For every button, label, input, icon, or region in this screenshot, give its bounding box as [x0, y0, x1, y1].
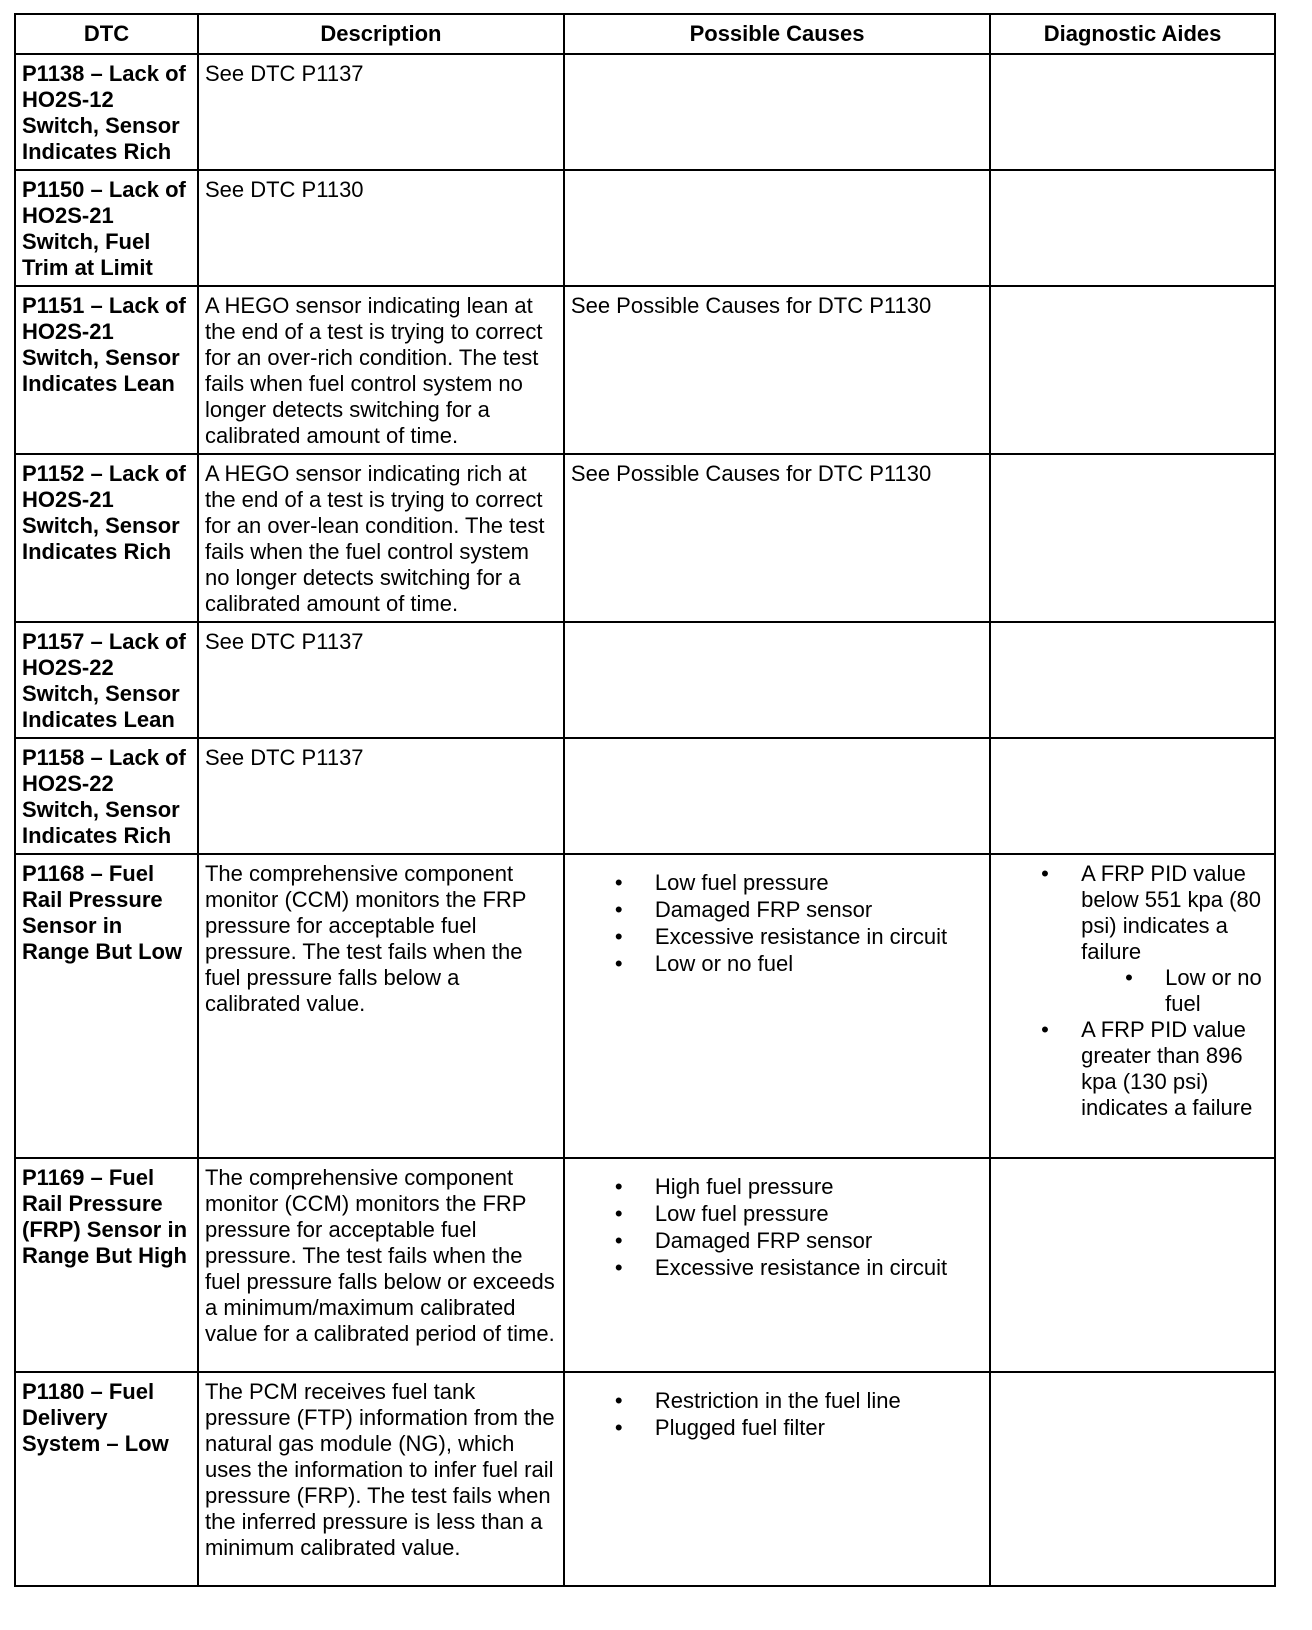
dtc-code-cell: P1158 – Lack of HO2S-22 Switch, Sensor Indicates Rich	[15, 738, 198, 854]
table-row	[15, 738, 1275, 854]
header-possible-causes: Possible Causes	[564, 14, 990, 54]
possible-causes-cell	[564, 1158, 990, 1372]
description-cell: See DTC P1137	[198, 622, 564, 738]
description-cell: A HEGO sensor indicating lean at the end of a test is trying to correct for an over-rich condition. The test fails when fuel control system no longer detects switching for a calibrated amount of time.	[198, 286, 564, 454]
possible-causes-cell	[564, 54, 990, 170]
possible-causes-cell: See Possible Causes for DTC P1130	[564, 454, 990, 622]
list-item: • Damaged FRP sensor	[571, 1227, 983, 1254]
description-cell: The comprehensive component monitor (CCM) monitors the FRP pressure for acceptable fuel pressure. The test fails when the fuel pressure falls below or exceeds a minimum/maximum calibrated value for a calibrated period of time.	[198, 1158, 564, 1372]
description-cell: See DTC P1130	[198, 170, 564, 286]
diagnostic-aides-cell	[990, 622, 1275, 738]
aides-sublist	[1081, 965, 1268, 1017]
list-item	[997, 861, 1268, 1017]
list-item: • Plugged fuel filter	[571, 1414, 983, 1441]
diagnostic-aides-cell	[990, 1158, 1275, 1372]
causes-list	[571, 869, 983, 977]
list-item: • Damaged FRP sensor	[571, 896, 983, 923]
dtc-code-cell: P1138 – Lack of HO2S-12 Switch, Sensor Indicates Rich	[15, 54, 198, 170]
table-row	[15, 286, 1275, 454]
dtc-code-cell: P1168 – Fuel Rail Pressure Sensor in Range But Low	[15, 854, 198, 1158]
table-row	[15, 54, 1275, 170]
description-cell: The PCM receives fuel tank pressure (FTP) information from the natural gas module (NG), which uses the information to infer fuel rail pressure (FRP). The test fails when the inferred pressure is less than a minimum calibrated value.	[198, 1372, 564, 1586]
possible-causes-cell: See Possible Causes for DTC P1130	[564, 286, 990, 454]
list-item: • Excessive resistance in circuit	[571, 923, 983, 950]
list-item: • Low or no fuel	[1081, 965, 1268, 1017]
diagnostic-aides-cell	[990, 170, 1275, 286]
diagnostic-aides-cell	[990, 738, 1275, 854]
table-row	[15, 454, 1275, 622]
list-item: • Restriction in the fuel line	[571, 1387, 983, 1414]
description-cell: The comprehensive component monitor (CCM) monitors the FRP pressure for acceptable fuel pressure. The test fails when the fuel pressure falls below a calibrated value.	[198, 854, 564, 1158]
causes-list	[571, 1387, 983, 1441]
header-dtc: DTC	[15, 14, 198, 54]
list-item: • Excessive resistance in circuit	[571, 1254, 983, 1281]
dtc-code-cell: P1169 – Fuel Rail Pressure (FRP) Sensor in Range But High	[15, 1158, 198, 1372]
table-row	[15, 854, 1275, 1158]
header-diagnostic-aides: Diagnostic Aides	[990, 14, 1275, 54]
dtc-code-cell: P1150 – Lack of HO2S-21 Switch, Fuel Trim at Limit	[15, 170, 198, 286]
table-row	[15, 170, 1275, 286]
diagnostic-aides-cell	[990, 854, 1275, 1158]
table-row	[15, 1158, 1275, 1372]
diagnostic-aides-cell	[990, 1372, 1275, 1586]
possible-causes-cell	[564, 738, 990, 854]
description-cell: See DTC P1137	[198, 54, 564, 170]
header-row	[15, 14, 1275, 54]
list-item: • Low fuel pressure	[571, 1200, 983, 1227]
list-item	[997, 1017, 1268, 1121]
possible-causes-cell	[564, 854, 990, 1158]
header-description: Description	[198, 14, 564, 54]
list-item: • Low or no fuel	[571, 950, 983, 977]
dtc-code-cell: P1151 – Lack of HO2S-21 Switch, Sensor Indicates Lean	[15, 286, 198, 454]
aides-list	[997, 861, 1268, 1121]
diagnostic-aides-cell	[990, 454, 1275, 622]
aide-text: A FRP PID value below 551 kpa (80 psi) indicates a failure	[1081, 861, 1261, 964]
dtc-code-cell: P1180 – Fuel Delivery System – Low	[15, 1372, 198, 1586]
dtc-table	[14, 13, 1276, 1587]
aide-text: A FRP PID value greater than 896 kpa (130 psi) indicates a failure	[1081, 1017, 1253, 1120]
table-row	[15, 1372, 1275, 1586]
list-item: • High fuel pressure	[571, 1173, 983, 1200]
list-item: • Low fuel pressure	[571, 869, 983, 896]
possible-causes-cell	[564, 1372, 990, 1586]
dtc-code-cell: P1152 – Lack of HO2S-21 Switch, Sensor Indicates Rich	[15, 454, 198, 622]
table-row	[15, 622, 1275, 738]
possible-causes-cell	[564, 170, 990, 286]
diagnostic-aides-cell	[990, 54, 1275, 170]
description-cell: A HEGO sensor indicating rich at the end of a test is trying to correct for an over-lean condition. The test fails when the fuel control system no longer detects switching for a calibrated amount of time.	[198, 454, 564, 622]
possible-causes-cell	[564, 622, 990, 738]
dtc-code-cell: P1157 – Lack of HO2S-22 Switch, Sensor Indicates Lean	[15, 622, 198, 738]
causes-list	[571, 1173, 983, 1281]
description-cell: See DTC P1137	[198, 738, 564, 854]
diagnostic-aides-cell	[990, 286, 1275, 454]
